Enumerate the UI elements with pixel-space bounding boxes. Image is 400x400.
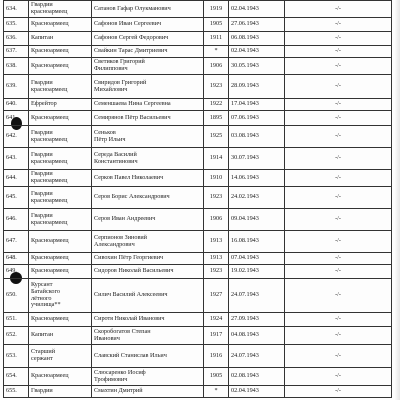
- row-name: Семеншаева Нина Сергеевна: [92, 99, 204, 111]
- row-number: 646.: [4, 209, 29, 231]
- row-date: 04.08.1943: [229, 327, 285, 345]
- row-rank: Красноармеец: [29, 58, 92, 75]
- row-note: -/-: [285, 126, 392, 148]
- row-number: 647.: [4, 231, 29, 253]
- table-row: [4, 231, 392, 253]
- row-birth-year: 1905: [204, 18, 229, 32]
- row-birth-year: 1927: [204, 279, 229, 313]
- row-birth-year: 1905: [204, 368, 229, 386]
- row-date: 07.06.1943: [229, 111, 285, 126]
- row-birth-year: 1919: [204, 1, 229, 18]
- row-name: Сеньков Пётр Ильич: [92, 126, 204, 148]
- row-name: Середа Василий Константинович: [92, 148, 204, 170]
- row-number: 640.: [4, 99, 29, 111]
- table-row: [4, 279, 392, 313]
- row-date: 09.04.1943: [229, 209, 285, 231]
- row-birth-year: 1914: [204, 148, 229, 170]
- row-number: 639.: [4, 75, 29, 99]
- row-rank: Красноармеец: [29, 231, 92, 253]
- table-row: [4, 111, 392, 126]
- row-name: Серпионов Зиновий Александрович: [92, 231, 204, 253]
- row-date: 02.08.1943: [229, 368, 285, 386]
- table-row: [4, 265, 392, 279]
- table-row: [4, 126, 392, 148]
- row-rank: Гвардии красноармеец: [29, 1, 92, 18]
- table-row: [4, 18, 392, 32]
- row-name: Сафонов Иван Сергеевич: [92, 18, 204, 32]
- row-date: 03.08.1943: [229, 126, 285, 148]
- row-name: Серов Иван Андреевич: [92, 209, 204, 231]
- table-row: [4, 75, 392, 99]
- row-number: 643.: [4, 148, 29, 170]
- row-rank: Красноармеец: [29, 18, 92, 32]
- row-name: Семирянов Пётр Васильевич: [92, 111, 204, 126]
- row-note: -/-: [285, 99, 392, 111]
- row-name: Серов Борис Александрович: [92, 187, 204, 209]
- row-rank: Красноармеец: [29, 46, 92, 58]
- table-row: [4, 253, 392, 265]
- row-rank: Капитан: [29, 32, 92, 46]
- row-birth-year: 1923: [204, 187, 229, 209]
- row-note: -/-: [285, 253, 392, 265]
- row-birth-year: 1916: [204, 345, 229, 368]
- row-rank: Ефрейтор: [29, 99, 92, 111]
- row-rank: Гвардии красноармеец: [29, 187, 92, 209]
- table-row: [4, 58, 392, 75]
- row-birth-year: 1923: [204, 75, 229, 99]
- table-row: [4, 148, 392, 170]
- row-birth-year: 1913: [204, 231, 229, 253]
- row-birth-year: 1906: [204, 209, 229, 231]
- row-birth-year: 1911: [204, 32, 229, 46]
- row-number: 648.: [4, 253, 29, 265]
- row-name: Смахтин Дмитрий: [92, 386, 204, 398]
- row-number: 654.: [4, 368, 29, 386]
- row-number: 649.: [4, 265, 29, 279]
- table-row: [4, 386, 392, 398]
- table-row: [4, 327, 392, 345]
- row-date: 24.02.1943: [229, 187, 285, 209]
- row-rank: Курсант Батайского лётного училища**: [29, 279, 92, 313]
- row-rank: Гвардии: [29, 386, 92, 398]
- table-row: [4, 32, 392, 46]
- row-date: 27.09.1943: [229, 313, 285, 327]
- row-note: -/-: [285, 327, 392, 345]
- row-date: 30.05.1943: [229, 58, 285, 75]
- row-date: 30.07.1943: [229, 148, 285, 170]
- row-birth-year: 1924: [204, 313, 229, 327]
- row-rank: Красноармеец: [29, 265, 92, 279]
- row-name: Славский Станислав Ильич: [92, 345, 204, 368]
- row-date: 06.08.1943: [229, 32, 285, 46]
- row-birth-year: 1925: [204, 126, 229, 148]
- row-rank: Красноармеец: [29, 313, 92, 327]
- row-note: -/-: [285, 313, 392, 327]
- row-rank: Старший сержант: [29, 345, 92, 368]
- table-row: [4, 170, 392, 187]
- row-birth-year: 1906: [204, 58, 229, 75]
- row-rank: Гвардии красноармеец: [29, 148, 92, 170]
- row-rank: Гвардии красноармеец: [29, 170, 92, 187]
- row-note: -/-: [285, 231, 392, 253]
- row-date: 28.09.1943: [229, 75, 285, 99]
- row-date: 02.04.1943: [229, 1, 285, 18]
- table-row: [4, 46, 392, 58]
- row-note: -/-: [285, 58, 392, 75]
- row-name: Сидоров Николай Васильевич: [92, 265, 204, 279]
- row-name: Силич Василий Алексеевич: [92, 279, 204, 313]
- row-name: Сивохин Пётр Георгиевич: [92, 253, 204, 265]
- row-note: -/-: [285, 209, 392, 231]
- row-name: Светиков Григорий Филиппович: [92, 58, 204, 75]
- row-note: -/-: [285, 46, 392, 58]
- row-date: 19.02.1943: [229, 265, 285, 279]
- row-note: -/-: [285, 1, 392, 18]
- row-name: Слюсаренко Иосиф Трофимович: [92, 368, 204, 386]
- row-name: Скоробогатов Степан Иванович: [92, 327, 204, 345]
- row-date: 02.04.1943: [229, 386, 285, 398]
- table-row: [4, 209, 392, 231]
- row-date: 27.06.1943: [229, 18, 285, 32]
- row-date: 14.06.1943: [229, 170, 285, 187]
- row-date: 07.04.1943: [229, 253, 285, 265]
- table-row: [4, 1, 392, 18]
- table-row: [4, 99, 392, 111]
- row-date: 24.07.1943: [229, 345, 285, 368]
- row-birth-year: 1923: [204, 265, 229, 279]
- row-note: -/-: [285, 148, 392, 170]
- row-rank: Гвардии красноармеец: [29, 209, 92, 231]
- row-number: 637.: [4, 46, 29, 58]
- row-rank: Красноармеец: [29, 368, 92, 386]
- row-note: -/-: [285, 170, 392, 187]
- row-birth-year: 1895: [204, 111, 229, 126]
- row-number: 652.: [4, 327, 29, 345]
- row-name: Сиротя Николай Иванович: [92, 313, 204, 327]
- row-note: -/-: [285, 18, 392, 32]
- row-name: Серков Павел Николаевич: [92, 170, 204, 187]
- row-number: 651.: [4, 313, 29, 327]
- row-rank: Гвардии красноармеец: [29, 126, 92, 148]
- row-name: Сатанов Гафар Олукманович: [92, 1, 204, 18]
- row-number: 645.: [4, 187, 29, 209]
- row-birth-year: 1910: [204, 170, 229, 187]
- row-date: 17.04.1943: [229, 99, 285, 111]
- row-note: -/-: [285, 386, 392, 398]
- row-birth-year: *: [204, 386, 229, 398]
- row-number: 653.: [4, 345, 29, 368]
- row-date: 02.04.1943: [229, 46, 285, 58]
- row-number: 638.: [4, 58, 29, 75]
- row-rank: Капитан: [29, 327, 92, 345]
- row-number: 634.: [4, 1, 29, 18]
- casualty-table: [3, 0, 392, 398]
- row-rank: Красноармеец: [29, 111, 92, 126]
- row-number: 655.: [4, 386, 29, 398]
- row-name: Свайкин Тарас Дмитриевич: [92, 46, 204, 58]
- table-row: [4, 345, 392, 368]
- row-note: -/-: [285, 111, 392, 126]
- row-note: -/-: [285, 187, 392, 209]
- row-name: Свиридов Григорий Михайлович: [92, 75, 204, 99]
- row-rank: Красноармеец: [29, 253, 92, 265]
- row-birth-year: *: [204, 46, 229, 58]
- row-name: Сафонов Сергей Федорович: [92, 32, 204, 46]
- row-note: -/-: [285, 345, 392, 368]
- row-number: 641.: [4, 111, 29, 126]
- row-note: -/-: [285, 279, 392, 313]
- row-date: 24.07.1943: [229, 279, 285, 313]
- row-number: 650.: [4, 279, 29, 313]
- table-body: [4, 1, 392, 398]
- scan-edge-shadow: [394, 0, 400, 400]
- row-number: 642.: [4, 126, 29, 148]
- row-date: 16.08.1943: [229, 231, 285, 253]
- row-birth-year: 1922: [204, 99, 229, 111]
- row-number: 636.: [4, 32, 29, 46]
- row-birth-year: 1913: [204, 253, 229, 265]
- row-note: -/-: [285, 368, 392, 386]
- row-rank: Гвардии красноармеец: [29, 75, 92, 99]
- row-birth-year: 1917: [204, 327, 229, 345]
- row-number: 644.: [4, 170, 29, 187]
- row-note: -/-: [285, 75, 392, 99]
- row-number: 635.: [4, 18, 29, 32]
- table-row: [4, 313, 392, 327]
- table-row: [4, 187, 392, 209]
- row-note: -/-: [285, 265, 392, 279]
- row-note: -/-: [285, 32, 392, 46]
- table-row: [4, 368, 392, 386]
